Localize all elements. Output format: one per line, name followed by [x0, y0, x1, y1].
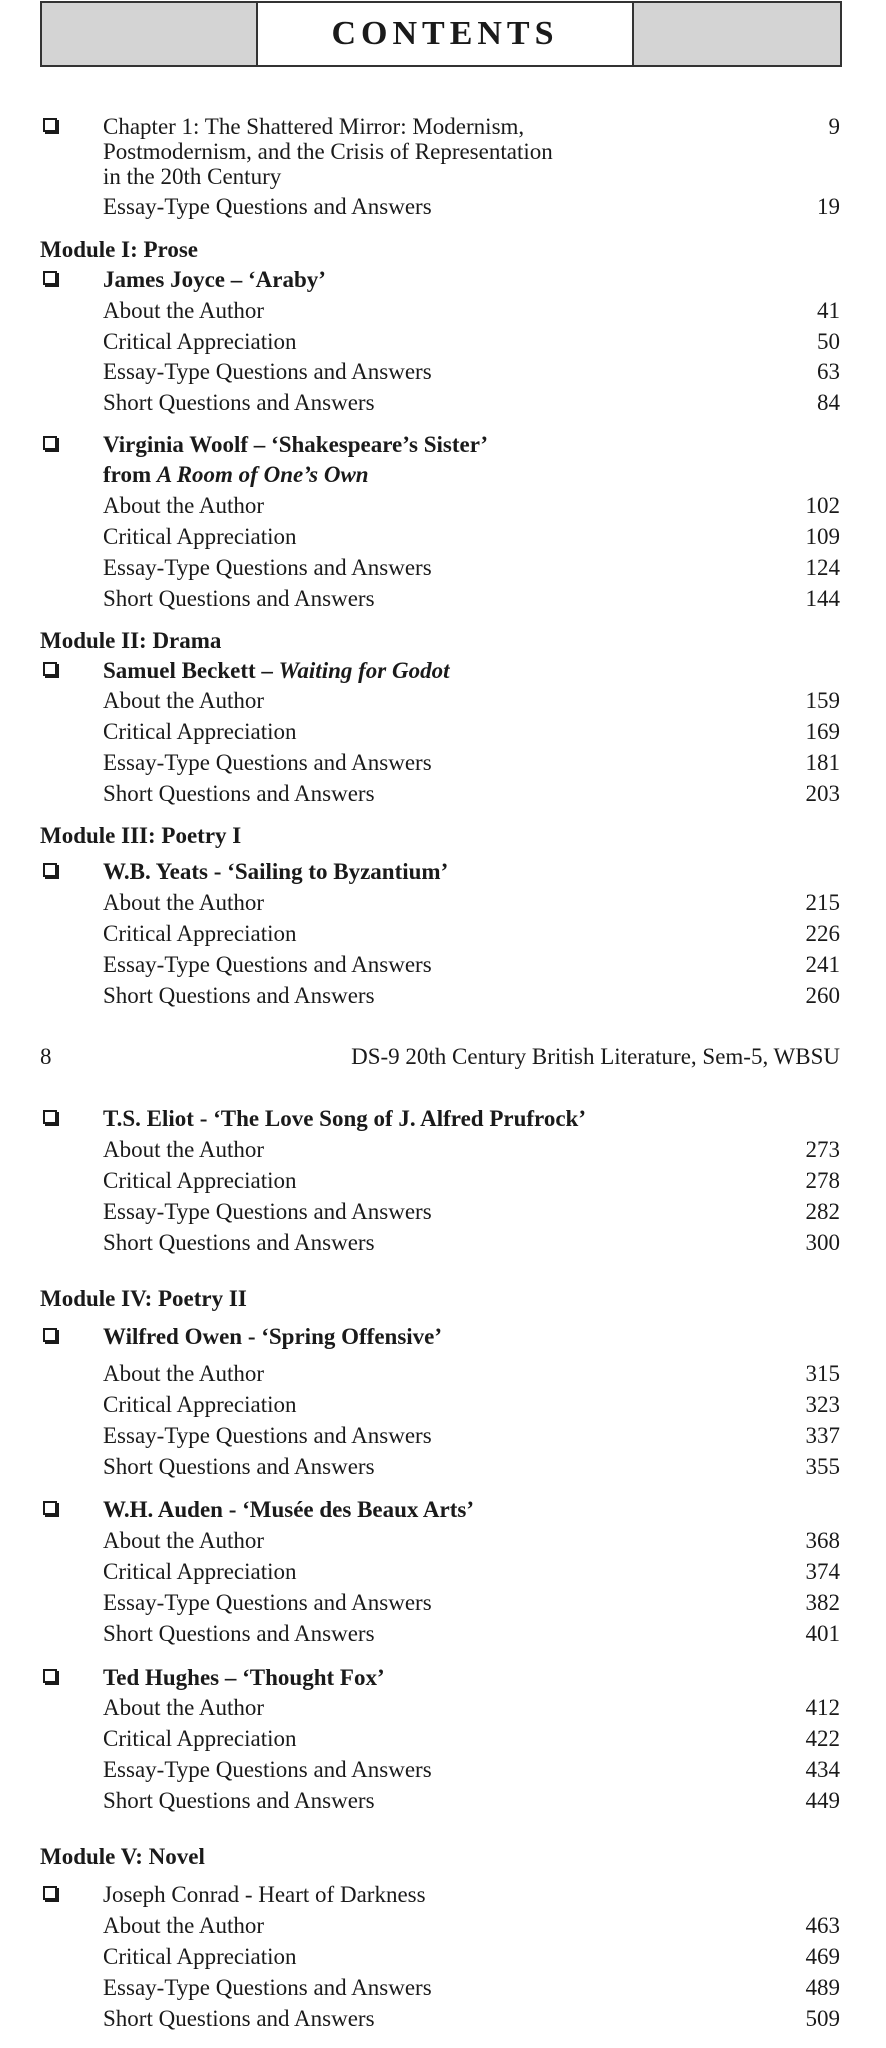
- entry-label: Essay-Type Questions and Answers: [103, 359, 432, 384]
- entry-title: [103, 658, 743, 684]
- entry-label: Essay-Type Questions and Answers: [103, 555, 432, 580]
- module-heading: Module II: Drama: [40, 628, 222, 653]
- page-number: 215: [805, 890, 840, 915]
- entry-label: Short Questions and Answers: [103, 1621, 375, 1646]
- book-title: A Room of One’s Own: [156, 462, 369, 487]
- checkbox-icon: [43, 1501, 57, 1515]
- entry-label: Short Questions and Answers: [103, 586, 375, 611]
- work-title: Waiting for Godot: [278, 658, 450, 683]
- checkbox-icon: [43, 118, 57, 132]
- entry-label: About the Author: [103, 1361, 264, 1386]
- page-number: 422: [805, 1726, 840, 1751]
- entry-label: Essay-Type Questions and Answers: [103, 194, 432, 219]
- entry-label: Essay-Type Questions and Answers: [103, 1757, 432, 1782]
- page-number: 203: [805, 781, 840, 806]
- entry-label: Short Questions and Answers: [103, 1454, 375, 1479]
- entry-label: Critical Appreciation: [103, 1726, 297, 1751]
- module-heading: Module V: Novel: [40, 1844, 205, 1869]
- entry-label: Short Questions and Answers: [103, 2006, 375, 2031]
- entry-label: Critical Appreciation: [103, 719, 297, 744]
- entry-label: About the Author: [103, 1137, 264, 1162]
- page-number: 41: [817, 298, 840, 323]
- entry-label: Critical Appreciation: [103, 1944, 297, 1969]
- page-number: 489: [805, 1975, 840, 2000]
- page-number: 102: [805, 493, 840, 518]
- entry-label: Critical Appreciation: [103, 524, 297, 549]
- module-heading: Module IV: Poetry II: [40, 1286, 247, 1311]
- entry-label: Essay-Type Questions and Answers: [103, 1590, 432, 1615]
- page-number: 509: [805, 2006, 840, 2031]
- page-number: 9: [828, 114, 840, 139]
- checkbox-icon: [43, 863, 57, 877]
- page-number: 337: [805, 1423, 840, 1448]
- page-number: 109: [805, 524, 840, 549]
- module-heading: Module III: Poetry I: [40, 823, 242, 848]
- entry-label: Essay-Type Questions and Answers: [103, 1423, 432, 1448]
- page-number: 63: [817, 359, 840, 384]
- page-number: 401: [805, 1621, 840, 1646]
- checkbox-icon: [43, 662, 57, 676]
- page-title: CONTENTS: [256, 3, 632, 65]
- author-name: Samuel Beckett –: [103, 658, 279, 683]
- page-number: 300: [805, 1230, 840, 1255]
- entry-title: Virginia Woolf – ‘Shakespeare’s Sister’: [103, 432, 489, 457]
- page-number: 84: [817, 390, 840, 415]
- entry-title: Joseph Conrad - Heart of Darkness: [103, 1882, 426, 1907]
- entry-title-line2: [103, 462, 743, 488]
- entry-label: Critical Appreciation: [103, 1392, 297, 1417]
- entry-label: About the Author: [103, 688, 264, 713]
- checkbox-icon: [43, 436, 57, 450]
- page-number: 282: [805, 1199, 840, 1224]
- entry-label: About the Author: [103, 1528, 264, 1553]
- entry-title: Wilfred Owen - ‘Spring Offensive’: [103, 1324, 443, 1349]
- page-number: 323: [805, 1392, 840, 1417]
- entry-title: T.S. Eliot - ‘The Love Song of J. Alfred Prufrock’: [103, 1106, 586, 1131]
- header-right-panel: [632, 3, 840, 65]
- page-number: 124: [805, 555, 840, 580]
- page-number: 368: [805, 1528, 840, 1553]
- page-number: 159: [805, 688, 840, 713]
- entry-label: About the Author: [103, 1913, 264, 1938]
- running-title: DS-9 20th Century British Literature, Sem-5, WBSU: [351, 1044, 840, 1069]
- checkbox-icon: [43, 1110, 57, 1124]
- page-number: 241: [805, 952, 840, 977]
- page-number: 315: [805, 1361, 840, 1386]
- entry-label: Essay-Type Questions and Answers: [103, 1975, 432, 2000]
- header-left-panel: [42, 3, 256, 65]
- entry-label: Essay-Type Questions and Answers: [103, 750, 432, 775]
- page-number: 412: [805, 1695, 840, 1720]
- checkbox-icon: [43, 1886, 57, 1900]
- page-number: 260: [805, 983, 840, 1008]
- page-number: 181: [805, 750, 840, 775]
- entry-title: James Joyce – ‘Araby’: [103, 267, 326, 292]
- entry-label: Short Questions and Answers: [103, 1788, 375, 1813]
- entry-label: Short Questions and Answers: [103, 1230, 375, 1255]
- entry-label: Short Questions and Answers: [103, 390, 375, 415]
- page-number: 226: [805, 921, 840, 946]
- entry-label: Critical Appreciation: [103, 1168, 297, 1193]
- checkbox-icon: [43, 1328, 57, 1342]
- entry-label: Critical Appreciation: [103, 1559, 297, 1584]
- page-number: 50: [817, 329, 840, 354]
- page-number: 19: [817, 194, 840, 219]
- entry-label: Critical Appreciation: [103, 921, 297, 946]
- page-number: 144: [805, 586, 840, 611]
- entry-label: About the Author: [103, 890, 264, 915]
- entry-label: Short Questions and Answers: [103, 781, 375, 806]
- chapter1-title: [103, 114, 553, 189]
- page-number: 273: [805, 1137, 840, 1162]
- page-number: 463: [805, 1913, 840, 1938]
- title-prefix: from: [103, 462, 157, 487]
- page-number: 449: [805, 1788, 840, 1813]
- entry-label: About the Author: [103, 493, 264, 518]
- entry-label: About the Author: [103, 298, 264, 323]
- page-number: 169: [805, 719, 840, 744]
- page-number: 374: [805, 1559, 840, 1584]
- checkbox-icon: [43, 1669, 57, 1683]
- page-number: 469: [805, 1944, 840, 1969]
- chapter1-title-line: Postmodernism, and the Crisis of Representation: [103, 139, 553, 164]
- entry-title: Ted Hughes – ‘Thought Fox’: [103, 1665, 385, 1690]
- page-number: 434: [805, 1757, 840, 1782]
- entry-label: Critical Appreciation: [103, 329, 297, 354]
- module-heading: Module I: Prose: [40, 237, 199, 262]
- entry-label: Essay-Type Questions and Answers: [103, 952, 432, 977]
- checkbox-icon: [43, 271, 57, 285]
- entry-label: Essay-Type Questions and Answers: [103, 1199, 432, 1224]
- chapter1-title-line: Chapter 1: The Shattered Mirror: Modernism,: [103, 114, 525, 139]
- entry-label: Short Questions and Answers: [103, 983, 375, 1008]
- contents-header: [40, 1, 842, 67]
- page-number: 382: [805, 1590, 840, 1615]
- footer-page-number: 8: [40, 1044, 52, 1069]
- entry-title: W.H. Auden - ‘Musée des Beaux Arts’: [103, 1497, 474, 1522]
- chapter1-title-line: in the 20th Century: [103, 164, 282, 189]
- page-number: 355: [805, 1454, 840, 1479]
- entry-title: W.B. Yeats - ‘Sailing to Byzantium’: [103, 859, 449, 884]
- entry-label: About the Author: [103, 1695, 264, 1720]
- page-number: 278: [805, 1168, 840, 1193]
